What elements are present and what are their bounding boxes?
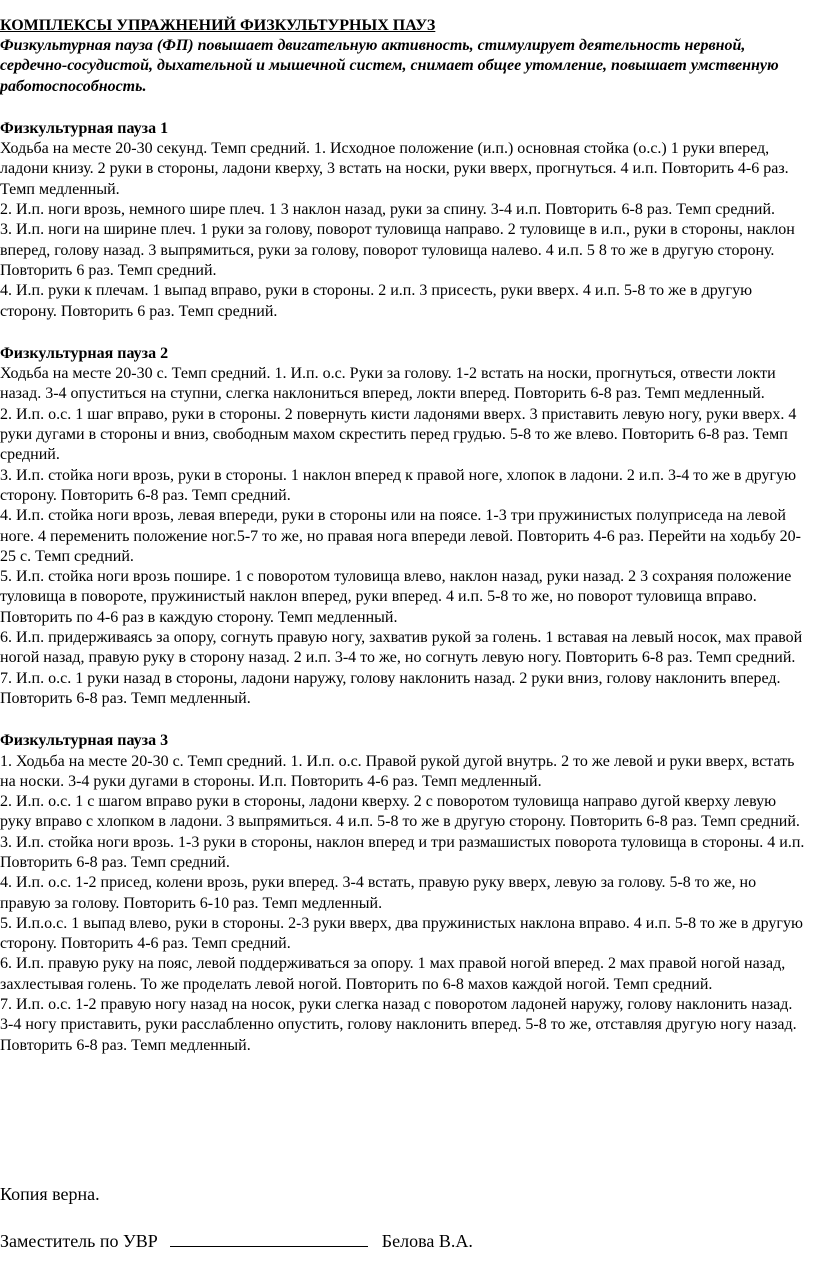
section-pause-3 (0, 731, 812, 1056)
section-heading: Физкультурная пауза 3 (0, 732, 169, 750)
exercise-paragraph: 7. И.п. о.с. 1-2 правую ногу назад на носок, руки слегка назад с поворотом ладоней наружу, голову наклонить назад. 3-4 ногу приставить, руки расслабленно опустить, голову наклонить вперед. 5-8 то же, отставляя другую ногу назад. Повторить 6-8 раз. Темп медленный. (0, 996, 797, 1054)
signer-position: Заместитель по УВР (0, 1231, 158, 1251)
exercise-paragraph: 4. И.п. стойка ноги врозь, левая впереди, руки в стороны или на поясе. 1-3 три пружинистых полуприседа на левой ноге. 4 переменить положение ног.5-7 то же, но правая нога впереди левой. Повторить 4-6 раз. Перейти на ходьбу 20-25 с. Темп средний. (0, 507, 801, 565)
exercise-paragraph: 5. И.п.о.с. 1 выпад влево, руки в стороны. 2-3 руки вверх, два пружинистых наклона вправо. 4 и.п. 5-8 то же в другую сторону. Повторить 4-6 раз. Темп средний. (0, 914, 803, 953)
exercise-paragraph: 2. И.п. ноги врозь, немного шире плеч. 1 3 наклон назад, руки за спину. 3-4 и.п. Повторить 6-8 раз. Темп средний. (0, 201, 776, 219)
exercise-paragraph: Ходьба на месте 20-30 секунд. Темп средний. 1. Исходное положение (и.п.) основная стойка (о.с.) 1 руки вперед, ладони книзу. 2 руки в стороны, ладони кверху, 3 встать на носки, руки вверх, прогнуться. 4 и.п. Повторить 4-6 раз. Темп медленный. (0, 140, 789, 198)
section-pause-2 (0, 344, 812, 709)
exercise-paragraph: 4. И.п. руки к плечам. 1 выпад вправо, руки в стороны. 2 и.п. 3 присесть, руки вверх. 4 и.п. 5-8 то же в другую сторону. Повторить 6 раз. Темп средний. (0, 282, 753, 320)
section-heading: Физкультурная пауза 2 (0, 344, 169, 362)
exercise-paragraph: 2. И.п. о.с. 1 шаг вправо, руки в стороны. 2 повернуть кисти ладонями вверх. 3 приставить левую ногу, руки вверх. 4 руки дугами в стороны и вниз, свободным махом скрестить перед грудью. 5-8 то же влево. Повторить 6-8 раз. Темп средний. (0, 405, 797, 464)
document-title: КОМПЛЕКСЫ УПРАЖНЕНИЙ ФИЗКУЛЬТУРНЫХ ПАУЗ (0, 17, 436, 34)
exercise-paragraph: 4. И.п. о.с. 1-2 присед, колени врозь, руки вперед. 3-4 встать, правую руку вверх, левую за голову. 5-8 то же, но правую за голову. Повторить 6-10 раз. Темп медленный. (0, 874, 757, 912)
document-intro: Физкультурная пауза (ФП) повышает двигательную активность, стимулирует деятельность нервной, сердечно-сосудистой, дыхательной и мышечной систем, снимает общее утомление, повышает умственную работоспособность. (0, 37, 779, 95)
copy-certification: Копия верна. (0, 1184, 100, 1204)
exercise-paragraph: 5. И.п. стойка ноги врозь пошире. 1 с поворотом туловища влево, наклон назад, руки назад. 2 3 сохраняя положение туловища в повороте, пружинистый наклон вперед, руки вперед. 4 и.п. 5-8 то же, но поворот туловища вправо. Повторить по 4-6 раз в каждую сторону. Темп медленный. (0, 568, 792, 626)
exercise-paragraph: 2. И.п. о.с. 1 с шагом вправо руки в стороны, ладони кверху. 2 с поворотом туловища направо дугой кверху левую руку вправо с хлопком в ладони. 3 выпрямиться. 4 и.п. 5-8 то же в другую сторону. Повторить 6-8 раз. Темп средний. (0, 793, 800, 831)
exercise-paragraph: 3. И.п. ноги на ширине плеч. 1 руки за голову, поворот туловища направо. 2 туловище в и.п., руки в стороны, наклон вперед, голову назад. 3 выпрямиться, руки за голову, поворот туловища налево. 4 и.п. 5 8 то же в другую сторону. Повторить 6 раз. Темп средний. (0, 221, 795, 279)
section-heading: Физкультурная пауза 1 (0, 119, 169, 137)
signature-line (170, 1228, 368, 1247)
signature-row (0, 1228, 473, 1252)
section-pause-1 (0, 119, 812, 322)
exercise-paragraph: 3. И.п. стойка ноги врозь. 1-3 руки в стороны, наклон вперед и три размашистых поворота туловища в стороны. 4 и.п. Повторить 6-8 раз. Темп средний. (0, 833, 805, 871)
exercise-paragraph: 6. И.п. правую руку на пояс, левой поддерживаться за опору. 1 мах правой ногой вперед. 2 мах правой ногой назад, захлестывая голень. То же проделать левой ногой. Повторить по 6-8 махов каждой ногой. Темп средний. (0, 955, 786, 993)
exercise-paragraph: 3. И.п. стойка ноги врозь, руки в стороны. 1 наклон вперед к правой ноге, хлопок в ладони. 2 и.п. 3-4 то же в другую сторону. Повторить 6-8 раз. Темп средний. (0, 466, 797, 504)
exercise-paragraph: 6. И.п. придерживаясь за опору, согнуть правую ногу, захватив рукой за голень. 1 вставая на левый носок, мах правой ногой назад, правую руку в сторону назад. 2 и.п. 3-4 то же, но согнуть левую ногу. Повторить 6-8 раз. Темп средний. (0, 629, 803, 667)
exercise-paragraph: 7. И.п. о.с. 1 руки назад в стороны, ладони наружу, голову наклонить назад. 2 руки вниз, голову наклонить вперед. Повторить 6-8 раз. Темп медленный. (0, 669, 781, 707)
signer-name: Белова В.А. (381, 1231, 473, 1251)
exercise-paragraph: 1. Ходьба на месте 20-30 с. Темп средний. 1. И.п. о.с. Правой рукой дугой внутрь. 2 то же левой и руки вверх, встать на носки. 3-4 руки дугами в стороны. И.п. Повторить 4-6 раз. Темп медленный. (0, 752, 795, 790)
exercise-paragraph: Ходьба на месте 20-30 с. Темп средний. 1. И.п. о.с. Руки за голову. 1-2 встать на носки, прогнуться, отвести локти назад. 3-4 опуститься на ступни, слегка наклониться вперед, локти вперед. Повторить 6-8 раз. Темп медленный. (0, 365, 776, 403)
